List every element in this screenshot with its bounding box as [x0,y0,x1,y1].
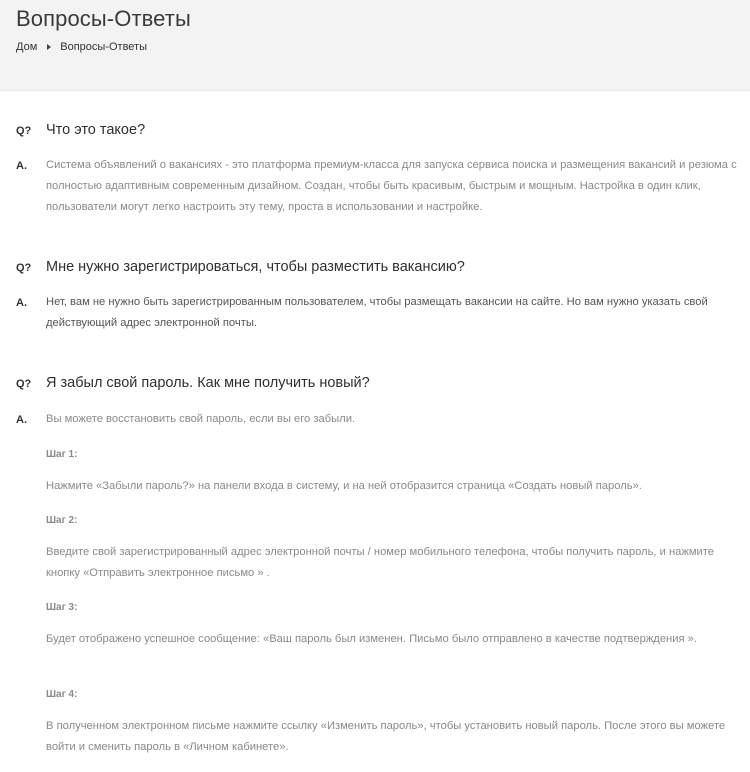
faq-answer: Нет, вам не нужно быть зарегистрированным пользователем, чтобы размещать вакансии на сайте. Но вам нужно указать свой действующий адрес электронной почты. [46,296,708,329]
breadcrumb [16,41,147,53]
page-title: Вопросы-Ответы [16,6,191,31]
answer-marker: A. [16,414,27,426]
faq-question: Что это такое? [46,122,146,138]
chevron-right-icon [47,44,51,50]
faq-answer: Вы можете восстановить свой пароль, если вы его забыли. [46,413,356,425]
step-text: Нажмите «Забыли пароль?» на панели входа в систему, и на ней отобразится страница «Создать новый пароль». [46,480,642,492]
question-marker: Q? [16,378,32,390]
step-label: Шаг 4: [46,689,78,700]
step-text: Будет отображено успешное сообщение: «Ваш пароль был изменен. Письмо было отправлено в качестве подтверждения ». [46,633,697,645]
breadcrumb-current: Вопросы-Ответы [60,41,147,53]
faq-question: Мне нужно зарегистрироваться, чтобы разместить вакансию? [46,259,465,275]
faq-answer: Система объявлений о вакансиях - это платформа премиум-класса для запуска сервиса поиска и размещения вакансий и резюма с полностью адаптивным современным дизайном. Создан, чтобы быть красивым, быстрым и мощным. Настройка в один клик, пользователи могут легко настроить эту тему, проста в использовании и настройке. [46,159,737,213]
answer-marker: A. [16,160,27,172]
step-label: Шаг 2: [46,515,78,526]
breadcrumb-home-link[interactable]: Дом [16,41,38,53]
step-text: Введите свой зарегистрированный адрес электронной почты / номер мобильного телефона, чтобы получить пароль, и нажмите кнопку «Отправить электронное письмо » . [46,546,715,579]
faq-question: Я забыл свой пароль. Как мне получить новый? [46,375,370,391]
answer-marker: A. [16,297,27,309]
step-text: В полученном электронном письме нажмите ссылку «Изменить пароль», чтобы установить новый пароль. После этого вы можете войти и сменить пароль в «Личном кабинете». [46,720,726,753]
step-label: Шаг 3: [46,602,78,613]
step-label: Шаг 1: [46,449,78,460]
page-header [0,0,750,91]
question-marker: Q? [16,125,32,137]
question-marker: Q? [16,262,32,274]
